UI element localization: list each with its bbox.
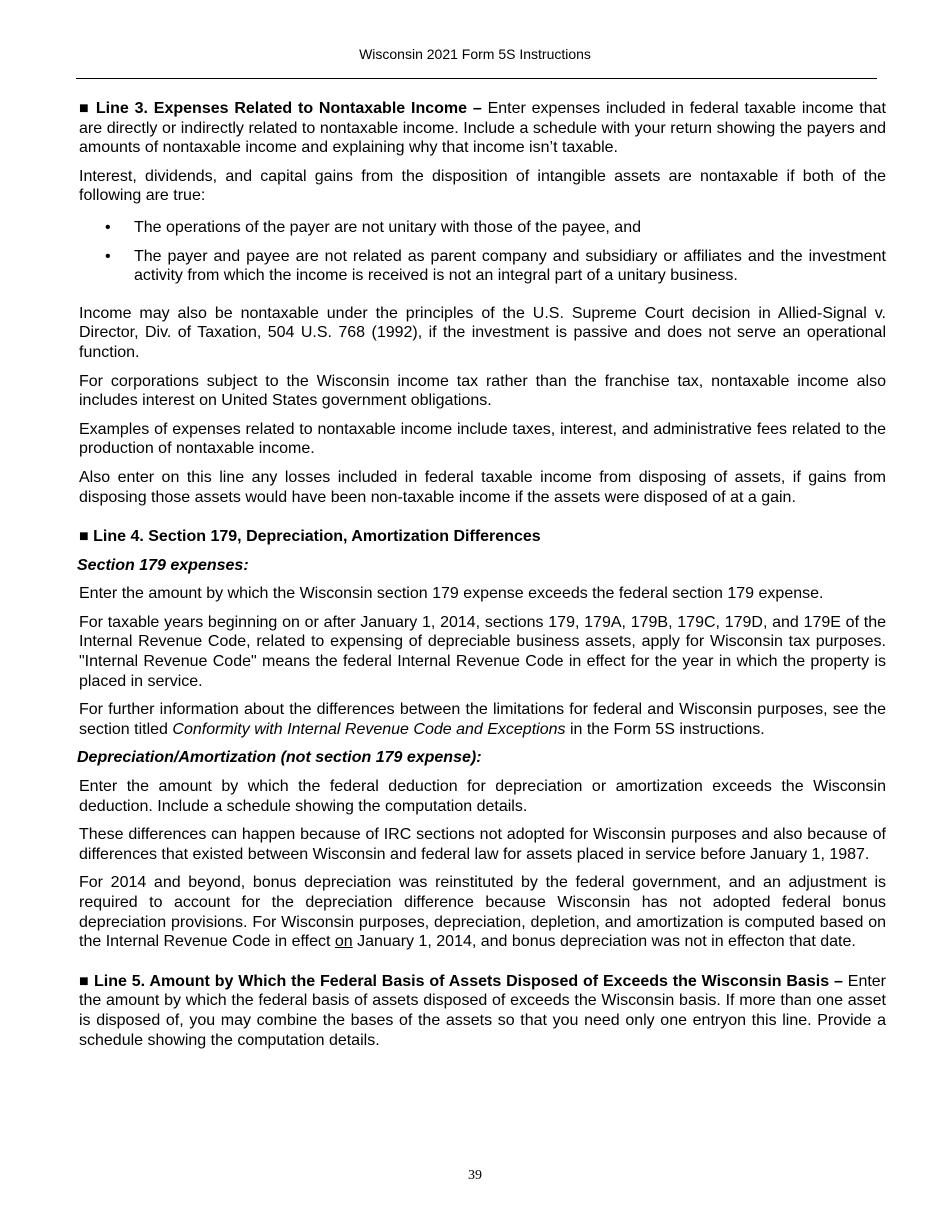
- line5-paragraph: ■ Line 5. Amount by Which the Federal Basis of Assets Disposed of Exceeds the Wisconsin Basis – Enter the amount by which the federal basis of assets disposed of exceeds the Wisconsin basis. If more than one asset is disposed of, you may combine the bases of the assets so that you need only one entryon this line. Provide a schedule showing the computation details.: [79, 972, 887, 1049]
- line3-paragraph: ■ Line 3. Expenses Related to Nontaxable Income – Enter expenses included in federal taxable income that are directly or indirectly related to nontaxable income. Include a schedule with your return showing the payers and amounts of nontaxable income and explaining why that income isn’t taxable.: [79, 100, 886, 157]
- page-content: [79, 99, 886, 1059]
- conditions-list: [79, 218, 886, 286]
- section179-subheading: Section 179 expenses:: [77, 556, 249, 574]
- section179-info-paragraph: For further information about the differences between the limitations for federal and Wisconsin purposes, see the section titled Conformity with Internal Revenue Code and Exceptions in the Form 5S instructions.: [79, 701, 886, 738]
- line5-heading: ■ Line 5. Amount by Which the Federal Basis of Assets Disposed of Exceeds the Wisconsin Basis –: [79, 972, 843, 990]
- page-header: Wisconsin 2021 Form 5S Instructions: [359, 46, 591, 62]
- bullet-icon: •: [105, 218, 111, 236]
- examples-paragraph: Examples of expenses related to nontaxable income include taxes, interest, and administrative fees related to the production of nontaxable income.: [79, 420, 886, 458]
- line3-heading: ■ Line 3. Expenses Related to Nontaxable Income –: [79, 100, 482, 117]
- allied-signal-paragraph: Income may also be nontaxable under the principles of the U.S. Supreme Court decision in Allied-Signal v. Director, Div. of Taxation, 504 U.S. 768 (1992), if the investment is passive and does not serve an operational function.: [79, 304, 886, 361]
- conformity-title: Conformity with Internal Revenue Code and Exceptions: [172, 720, 566, 738]
- section179-enter-paragraph: Enter the amount by which the Wisconsin section 179 expense exceeds the federal section 179 expense.: [79, 585, 824, 603]
- losses-paragraph: Also enter on this line any losses included in federal taxable income from disposing of assets, if gains from disposing those assets would have been non-taxable income if the assets were disposed of at a gain.: [79, 468, 886, 506]
- underlined-on: on: [334, 933, 353, 951]
- bonus-depreciation-paragraph: For 2014 and beyond, bonus depreciation was reinstituted by the federal government, and an adjustment is required to account for the depreciation difference because Wisconsin has not adopted federal bonus depreciation provisions. For Wisconsin purposes, depreciation, depletion, and amortization is computed based on the Internal Revenue Code in effect on January 1, 2014, and bonus depreciation was not in effecton that date.: [79, 874, 886, 951]
- square-bullet-icon: ■: [79, 972, 90, 990]
- differences-paragraph: These differences can happen because of IRC sections not adopted for Wisconsin purposes and also because of differences that existed between Wisconsin and federal law for assets placed in service before January 1, 1987.: [79, 826, 886, 863]
- section179-years-paragraph: For taxable years beginning on or after January 1, 2014, sections 179, 179A, 179B, 179C, 179D, and 179E of the Internal Revenue Code, related to expensing of depreciable business assets, apply for Wisconsin tax purposes. "Internal Revenue Code" means the federal Internal Revenue Code in effect for the year in which the property is placed in service.: [79, 613, 886, 690]
- square-bullet-icon: ■: [79, 528, 89, 546]
- header-rule: [76, 78, 877, 79]
- page-number: 39: [468, 1168, 482, 1183]
- depreciation-enter-paragraph: Enter the amount by which the federal deduction for depreciation or amortization exceeds the Wisconsin deduction. Include a schedule showing the computation details.: [79, 778, 886, 815]
- line3-conditions-intro: Interest, dividends, and capital gains from the disposition of intangible assets are nontaxable if both of the following are true:: [79, 167, 886, 205]
- depreciation-subheading: Depreciation/Amortization (not section 179 expense):: [77, 749, 482, 767]
- bullet-icon: •: [105, 247, 111, 265]
- list-item: • The payer and payee are not related as parent company and subsidiary or affiliates and the investment activity from which the income is received is not an integral part of a unitary business.: [105, 247, 886, 285]
- line4-heading: ■ Line 4. Section 179, Depreciation, Amortization Differences: [79, 528, 541, 546]
- square-bullet-icon: ■: [79, 100, 91, 117]
- corporations-paragraph: For corporations subject to the Wisconsin income tax rather than the franchise tax, nontaxable income also includes interest on United States government obligations.: [79, 372, 886, 410]
- list-item: • The operations of the payer are not unitary with those of the payee, and: [105, 218, 641, 236]
